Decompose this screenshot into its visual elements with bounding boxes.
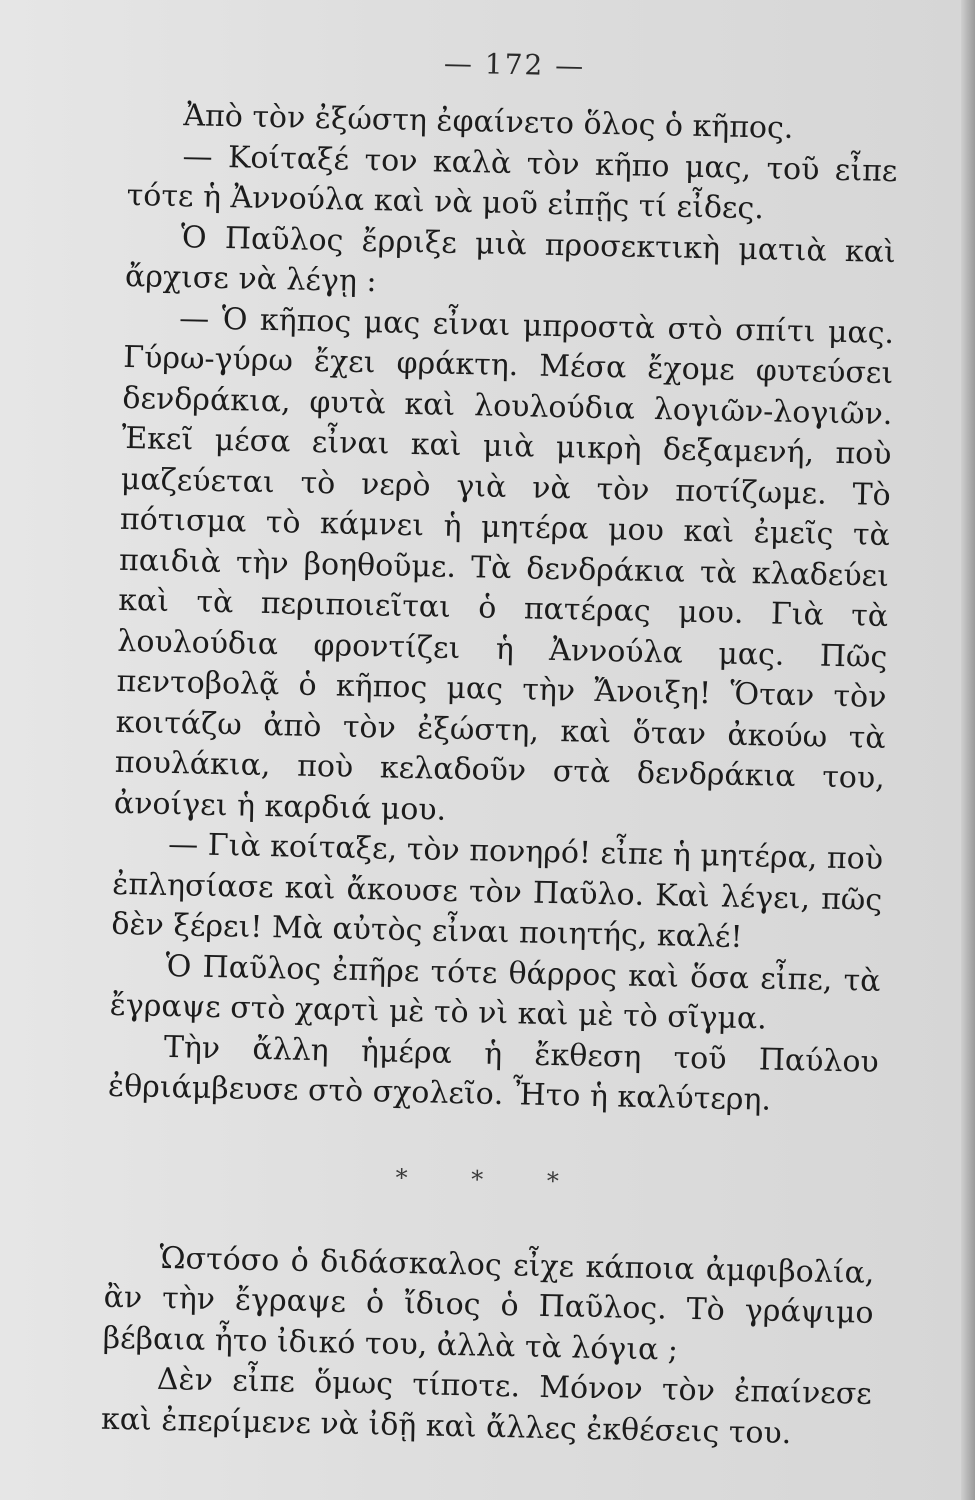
text-block [101,40,900,1456]
paragraph: Ὁ Παῦλος ἐπῆρε τότε θάρρος καὶ ὅσα εἶπε, τὰ ἔγραψε στὸ χαρτὶ μὲ τὸ νὶ καὶ μὲ τὸ σῖγμα. [109,948,881,1037]
paragraph: Ἀπὸ τὸν ἐξώστη ἐφαίνετο ὅλος ὁ κῆπος. [183,98,794,146]
paragraph: Ὁ Παῦλος ἔρριξε μιὰ προσεκτικὴ ματιὰ καὶ ἄρχισε νὰ λέγῃ : [124,219,897,300]
paragraph: Ὡστόσο ὁ διδάσκαλος εἶχε κάποια ἀμφιβολία, ἂν τὴν ἔγραψε ὁ ἴδιος ὁ Παῦλος. Τὸ γράψιμο βέβαια ἦτο ἰδικό του, ἀλλὰ τὰ λόγια ; [102,1240,875,1368]
paragraph: Δὲν εἶπε ὅμως τίποτε. Μόνον τὸν ἐπαίνεσε καὶ ἐπερίμενε νὰ ἰδῇ καὶ ἄλλες ἐκθέσεις του. [100,1361,873,1451]
paragraph: — Γιὰ κοίταξε, τὸν πονηρό! εἶπε ἡ μητέρα, ποὺ ἐπλησίασε καὶ ἄκουσε τὸν Παῦλο. Καὶ λέγει, πῶς δὲν ξέρει! Μὰ αὐτὸς εἶναι ποιητής, καλέ! [111,826,884,956]
page-number: — 172 — [443,46,586,83]
paragraph: — Ὁ κῆπος μας εἶναι μπροστὰ στὸ σπίτι μας. Γύρω-γύρω ἔχει φράκτη. Μέσα ἔχομε φυτεύσει δενδράκια, φυτὰ καὶ λουλούδια λογιῶν-λογιῶν. Ἐκεῖ μέσα εἶναι καὶ μιὰ μικρὴ δεξαμενή, ποὺ μαζεύεται τὸ νερὸ γιὰ νὰ τὸν ποτίζωμε. Τὸ πότισμα τὸ κάμνει ἡ μητέρα μου καὶ ἐμεῖς τὰ παιδιὰ τὴν βοηθοῦμε. Τὰ δενδράκια τὰ κλαδεύει καὶ τὰ περιποιεῖται ὁ πατέρας μου. Γιὰ τὰ λουλούδια φροντίζει ἡ Ἀννούλα μας. Πῶς πεντοβολᾷ ὁ κῆπος μας τὴν Ἄνοιξη! Ὅταν τὸν κοιτάζω ἀπὸ τὸν ἐξώστη, καὶ ὅταν ἀκούω τὰ πουλάκια, ποὺ κελαδοῦν στὰ δενδράκια του, ἀνοίγει ἡ καρδιά μου. [113,300,895,828]
page-edge [961,0,975,1500]
paragraph: Τὴν ἄλλη ἡμέρα ἡ ἔκθεση τοῦ Παύλου ἐθριάμβευσε στὸ σχολεῖο. Ἦτο ἡ καλύτερη. [107,1029,880,1118]
paragraph: — Κοίταξέ τον καλὰ τὸν κῆπο μας, τοῦ εἶπε τότε ἡ Ἀννούλα καὶ νὰ μοῦ εἰπῇς τί εἶδες. [126,138,898,227]
section-separator: * * * [395,1163,588,1196]
